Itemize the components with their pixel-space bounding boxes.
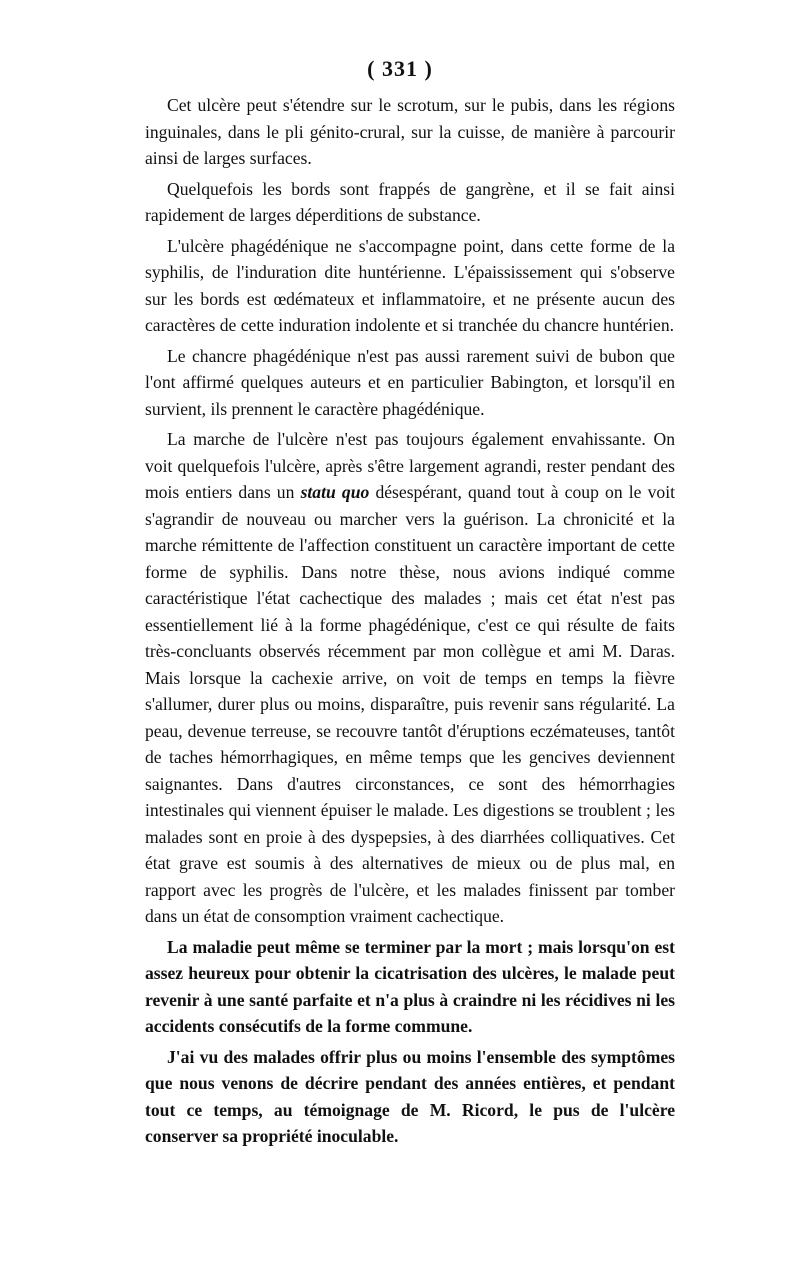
paragraph: La maladie peut même se terminer par la mort ; mais lorsqu'on est assez heureux pour obtenir la cicatrisation des ulcères, le malade peut revenir à une santé parfaite et n'a plus à craindre ni les récidives ni les accidents consécutifs de la forme commune. bbox=[145, 936, 675, 1036]
body-text bbox=[145, 92, 675, 1154]
paragraph-text: désespérant, quand tout à coup on le voit s'agrandir de nouveau ou marcher vers la guérison. La chronicité et la marche rémittente de l'affection constituent un caractère important de cette forme de syphilis. Dans notre thèse, nous avions indiqué comme caractéristique l'état cachectique des malades ; mais cet état n'est pas essentiellement lié à la forme phagédénique, c'est ce qui résulte de faits très-concluants observés récemment par mon collègue et ami M. Daras. Mais lorsque la cachexie arrive, on voit de temps en temps la fièvre s'allumer, durer plus ou moins, disparaître, puis revenir sans régularité. La peau, devenue terreuse, se recouvre tantôt d'éruptions eczémateuses, tantôt de taches hémorrhagiques, en même temps que les gencives deviennent saignantes. Dans d'autres circonstances, ce sont des hémorrhagies intestinales qui viennent épuiser le malade. Les digestions se troublent ; les malades sont en proie à des dyspepsies, à des diarrhées colliquatives. Cet état grave est soumis à des alternatives de mieux ou de plus mal, en rapport avec les progrès de l'ulcère, et les malades finissent par tomber dans un état de consomption vraiment cachectique. bbox=[145, 482, 675, 926]
paragraph-text: La marche de l'ulcère n'est pas toujours également envahissante. On voit quelquefois l'ulcère, après s'être largement agrandi, rester pendant des mois entiers dans un bbox=[145, 429, 675, 502]
paragraph: Quelquefois les bords sont frappés de gangrène, et il se fait ainsi rapidement de larges déperditions de substance. bbox=[145, 178, 675, 225]
paragraph: Le chancre phagédénique n'est pas aussi rarement suivi de bubon que l'ont affirmé quelques auteurs et en particulier Babington, et lorsqu'il en survient, ils prennent le caractère phagédénique. bbox=[145, 345, 675, 419]
paragraph: L'ulcère phagédénique ne s'accompagne point, dans cette forme de la syphilis, de l'induration dite huntérienne. L'épaississement qui s'observe sur les bords est œdémateux et inflammatoire, et ne présente aucun des caractères de cette induration indolente et si tranchée du chancre huntérien. bbox=[145, 235, 675, 335]
paragraph: J'ai vu des malades offrir plus ou moins l'ensemble des symptômes que nous venons de décrire pendant des années entières, et pendant tout ce temps, au témoignage de M. Ricord, le pus de l'ulcère conserver sa propriété inoculable. bbox=[145, 1046, 675, 1146]
emphasis-latin-phrase: statu quo bbox=[300, 482, 370, 502]
paragraph: Cet ulcère peut s'étendre sur le scrotum, sur le pubis, dans les régions inguinales, dans le pli génito-crural, sur la cuisse, de manière à parcourir ainsi de larges surfaces. bbox=[145, 95, 675, 168]
paragraph bbox=[145, 426, 675, 930]
page-number: ( 331 ) bbox=[367, 56, 433, 81]
